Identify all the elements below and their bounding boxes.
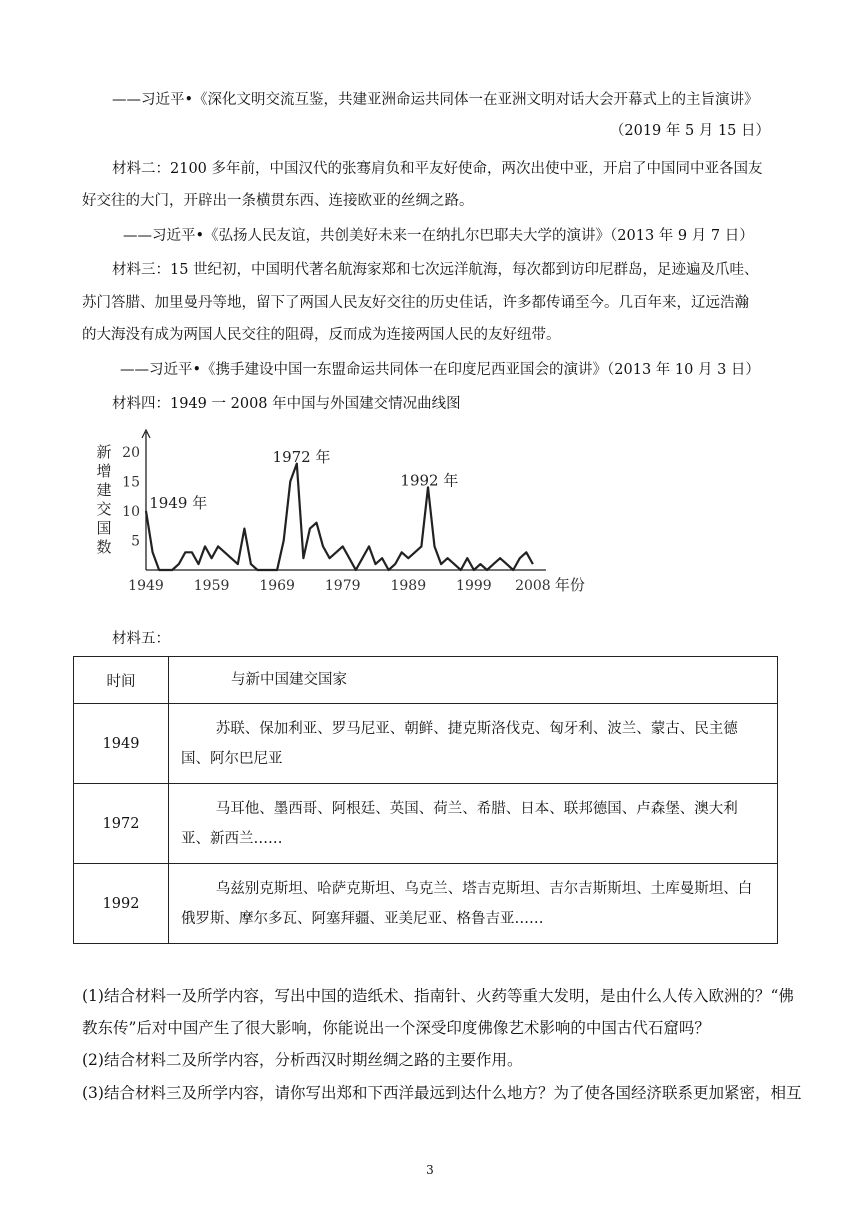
material-5-title: 材料五： — [112, 631, 170, 647]
table-row — [74, 784, 778, 864]
x-tick-label: 1979 — [324, 578, 361, 594]
quote-source-3: ——习近平•《携手建设中国一东盟命运共同体一在印度尼西亚国会的演讲》（2013 年 10 月 3 日） — [120, 362, 760, 378]
y-axis-label-char: 增 — [96, 462, 112, 480]
y-axis-label-char: 建 — [96, 481, 112, 499]
table-cell-countries: 马耳他、墨西哥、阿根廷、英国、荷兰、希腊、日本、联邦德国、卢森堡、澳大利亚、新西兰…… — [169, 784, 778, 864]
question-3: (3)结合材料三及所学内容，请你写出郑和下西洋最远到达什么地方？为了使各国经济联系更加紧密，相互 — [82, 1084, 802, 1102]
diplomatic-relations-chart — [84, 430, 585, 606]
y-tick-label: 5 — [131, 533, 140, 550]
y-tick-label: 20 — [122, 444, 140, 461]
material-3-line-3: 的大海没有成为两国人民交往的阻碍，反而成为连接两国人民的友好纽带。 — [82, 327, 561, 343]
table-header-countries: 与新中国建交国家 — [169, 657, 778, 704]
material-3-line-2: 苏门答腊、加里曼丹等地，留下了两国人民友好交往的历史佳话，许多都传诵至今。几百年来，辽远浩瀚 — [82, 295, 749, 311]
table-cell-countries: 苏联、保加利亚、罗马尼亚、朝鲜、捷克斯洛伐克、匈牙利、波兰、蒙古、民主德国、阿尔巴尼亚 — [169, 704, 778, 784]
y-tick-label: 10 — [122, 503, 140, 520]
material-4-title: 材料四：1949 一 2008 年中国与外国建交情况曲线图 — [112, 396, 461, 412]
y-axis-label-char: 数 — [96, 538, 112, 556]
table-header-row — [74, 657, 778, 704]
diplomatic-relations-table — [73, 656, 778, 944]
table-cell-countries: 乌兹别克斯坦、哈萨克斯坦、乌克兰、塔吉克斯坦、吉尔吉斯斯坦、土库曼斯坦、白俄罗斯、摩尔多瓦、阿塞拜疆、亚美尼亚、格鲁吉亚…… — [169, 864, 778, 944]
y-axis-label-char: 交 — [96, 500, 112, 518]
x-tick-label: 1949 — [128, 578, 164, 594]
chart-annotation: 1949 年 — [149, 493, 208, 512]
material-2-line-2: 好交往的大门，开辟出一条横贯东西、连接欧亚的丝绸之路。 — [82, 193, 474, 209]
y-axis-label-char: 新 — [96, 443, 112, 461]
quote-source-2: ——习近平•《弘扬人民友谊，共创美好未来一在纳扎尔巴耶夫大学的演讲》（2013 年 9 月 7 日） — [123, 228, 754, 244]
x-axis-label: 年份 — [554, 576, 585, 594]
x-tick-label: 1969 — [259, 578, 295, 594]
y-axis-label-char: 国 — [96, 519, 112, 537]
table-row — [74, 864, 778, 944]
table-cell-year: 1949 — [74, 704, 169, 784]
material-2-line-1: 材料二：2100 多年前，中国汉代的张骞肩负和平友好使命，两次出使中亚，开启了中国同中亚各国友 — [112, 161, 763, 177]
chart-annotation: 1992 年 — [400, 471, 459, 490]
question-1-line-1: (1)结合材料一及所学内容，写出中国的造纸术、指南针、火药等重大发明，是由什么人传入欧洲的？“佛 — [82, 987, 794, 1005]
table-cell-year: 1992 — [74, 864, 169, 944]
chart-series-line — [146, 464, 533, 570]
page-number: 3 — [426, 1163, 434, 1177]
quote-source-1: ——习近平•《深化文明交流互鉴，共建亚洲命运共同体一在亚洲文明对话大会开幕式上的主旨演讲》 — [112, 92, 759, 108]
question-1-line-2: 教东传”后对中国产生了很大影响，你能说出一个深受印度佛像艺术影响的中国古代石窟吗？ — [82, 1019, 710, 1037]
question-2: (2)结合材料二及所学内容，分析西汉时期丝绸之路的主要作用。 — [82, 1051, 523, 1069]
x-tick-label: 1959 — [193, 578, 230, 594]
x-tick-label: 1989 — [390, 578, 427, 594]
chart-annotation: 1972 年 — [272, 447, 331, 466]
x-tick-label: 1999 — [456, 578, 492, 594]
x-tick-label: 2008 — [515, 578, 551, 594]
quote-date-1: （2019 年 5 月 15 日） — [609, 123, 770, 139]
table-header-time: 时间 — [74, 657, 169, 704]
material-3-line-1: 材料三：15 世纪初，中国明代著名航海家郑和七次远洋航海，每次都到访印尼群岛，足迹遍及爪哇、 — [112, 262, 759, 278]
y-tick-label: 15 — [122, 474, 140, 491]
table-cell-year: 1972 — [74, 784, 169, 864]
table-row — [74, 704, 778, 784]
